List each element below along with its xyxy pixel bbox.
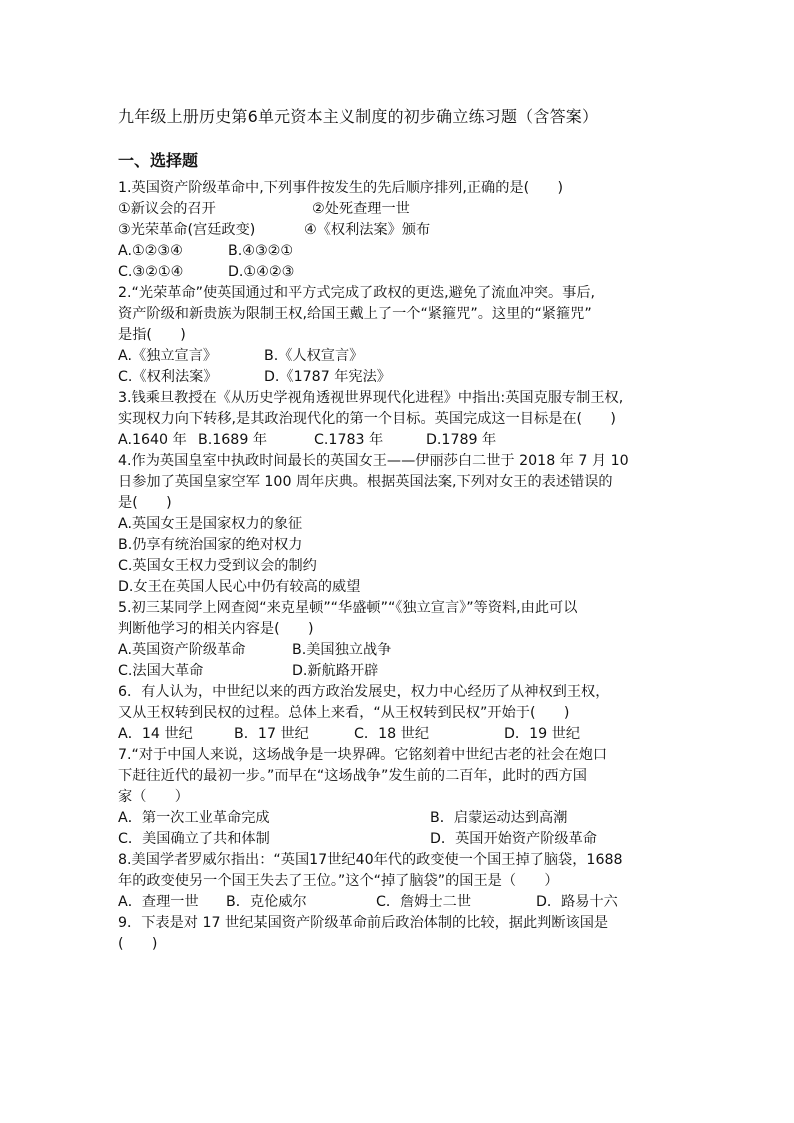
option-text: B．克伦威尔: [226, 894, 307, 910]
text-line: [118, 577, 688, 598]
option-text: C．詹姆士二世: [376, 894, 472, 910]
text-line: [118, 220, 688, 241]
text-line: [118, 283, 688, 304]
option-text: C．18 世纪: [354, 726, 430, 742]
text-line: [118, 409, 688, 430]
line-text: 年的政变使另一个国王失去了王位。”这个“掉了脑袋”的国王是（ ）: [118, 873, 559, 889]
option-text: B.1689 年: [198, 432, 268, 448]
text-line: [118, 934, 688, 955]
text-line: [118, 619, 688, 640]
option-text: ②处死查理一世: [312, 201, 410, 217]
text-line: [118, 514, 688, 535]
line-text: B.仍享有统治国家的绝对权力: [118, 537, 303, 553]
line-text: 5.初三某同学上网查阅“来克星顿”“华盛顿”“《独立宣言》”等资料,由此可以: [118, 600, 578, 616]
text-line: [118, 598, 688, 619]
text-line: [118, 703, 688, 724]
line-text: 资产阶级和新贵族为限制王权,给国王戴上了一个“紧箍咒”。这里的“紧箍咒”: [118, 306, 592, 322]
line-text: A．14 世纪: [118, 726, 193, 742]
text-line: [118, 745, 688, 766]
line-text: A．第一次工业革命完成: [118, 810, 270, 826]
text-line: [118, 472, 688, 493]
line-text: 日参加了英国皇家空军 100 周年庆典。根据英国法案,下列对女王的表述错误的: [118, 474, 613, 490]
line-text: 7.“对于中国人来说，这场战争是一块界碑。它铭刻着中世纪古老的社会在炮口: [118, 747, 608, 763]
line-text: C.《权利法案》: [118, 369, 218, 385]
section-heading: 一、选择题: [118, 151, 199, 170]
question-list: [118, 178, 688, 955]
text-line: [118, 892, 688, 913]
option-text: B.《人权宣言》: [264, 348, 364, 364]
option-text: ④《权利法案》颁布: [304, 222, 431, 238]
line-text: 实现权力向下转移,是其政治现代化的第一个目标。英国完成这一目标是在( ): [118, 411, 616, 427]
text-line: [118, 787, 688, 808]
option-text: D.新航路开辟: [292, 663, 379, 679]
option-text: D.①④②③: [228, 264, 295, 280]
line-text: A.1640 年: [118, 432, 187, 448]
option-text: D．英国开始资产阶级革命: [430, 831, 597, 847]
text-line: [118, 199, 688, 220]
text-line: [118, 178, 688, 199]
line-text: ①新议会的召开: [118, 201, 216, 217]
text-line: [118, 535, 688, 556]
text-line: [118, 808, 688, 829]
text-line: [118, 451, 688, 472]
line-text: 6．有人认为，中世纪以来的西方政治发展史，权力中心经历了从神权到王权，: [118, 684, 610, 700]
text-line: [118, 262, 688, 283]
line-text: 2.“光荣革命”使英国通过和平方式完成了政权的更迭,避免了流血冲突。事后,: [118, 285, 596, 301]
text-line: [118, 850, 688, 871]
option-text: B．启蒙运动达到高潮: [430, 810, 568, 826]
option-text: D.1789 年: [426, 432, 497, 448]
text-line: [118, 304, 688, 325]
line-text: 判断他学习的相关内容是( ): [118, 621, 314, 637]
line-text: A.英国女王是国家权力的象征: [118, 516, 303, 532]
option-text: D．19 世纪: [504, 726, 581, 742]
text-line: [118, 388, 688, 409]
line-text: A.《独立宣言》: [118, 348, 218, 364]
line-text: C.③②①④: [118, 264, 184, 280]
text-line: [118, 241, 688, 262]
text-line: [118, 829, 688, 850]
text-line: [118, 346, 688, 367]
option-text: B.④③②①: [228, 243, 294, 259]
line-text: 家（ ）: [118, 789, 189, 805]
option-text: D.《1787 年宪法》: [264, 369, 391, 385]
line-text: 是( ): [118, 495, 172, 511]
line-text: 下赶往近代的最初一步。”而早在“这场战争”发生前的二百年，此时的西方国: [118, 768, 587, 784]
text-line: [118, 493, 688, 514]
option-text: B．17 世纪: [234, 726, 309, 742]
text-line: [118, 325, 688, 346]
line-text: 9．下表是对 17 世纪某国资产阶级革命前后政治体制的比较，据此判断该国是: [118, 915, 609, 931]
line-text: 8.美国学者罗威尔指出：“英国17世纪40年代的政变使一个国王掉了脑袋，1688: [118, 852, 623, 868]
document-title: 九年级上册历史第6单元资本主义制度的初步确立练习题（含答案）: [118, 107, 599, 126]
text-line: [118, 430, 688, 451]
line-text: 1.英国资产阶级革命中,下列事件按发生的先后顺序排列,正确的是( ): [118, 180, 564, 196]
text-line: [118, 556, 688, 577]
option-text: C.1783 年: [314, 432, 384, 448]
line-text: ( ): [118, 936, 158, 952]
line-text: 又从王权转到民权的过程。总体上来看，“从王权转到民权”开始于( ): [118, 705, 570, 721]
line-text: 4.作为英国皇室中执政时间最长的英国女王——伊丽莎白二世于 2018 年 7 月 10: [118, 453, 629, 469]
text-line: [118, 640, 688, 661]
line-text: C.法国大革命: [118, 663, 204, 679]
text-line: [118, 682, 688, 703]
line-text: 是指( ): [118, 327, 186, 343]
text-line: [118, 871, 688, 892]
text-line: [118, 766, 688, 787]
text-line: [118, 913, 688, 934]
line-text: A．查理一世: [118, 894, 199, 910]
line-text: C．美国确立了共和体制: [118, 831, 270, 847]
line-text: C.英国女王权力受到议会的制约: [118, 558, 317, 574]
text-line: [118, 724, 688, 745]
line-text: A.①②③④: [118, 243, 183, 259]
line-text: 3.钱乘旦教授在《从历史学视角透视世界现代化进程》中指出:英国克服专制王权,: [118, 390, 624, 406]
line-text: A.英国资产阶级革命: [118, 642, 246, 658]
text-line: [118, 661, 688, 682]
text-line: [118, 367, 688, 388]
line-text: ③光荣革命(宫廷政变): [118, 222, 256, 238]
line-text: D.女王在英国人民心中仍有较高的威望: [118, 579, 361, 595]
option-text: B.美国独立战争: [292, 642, 392, 658]
option-text: D．路易十六: [536, 894, 618, 910]
